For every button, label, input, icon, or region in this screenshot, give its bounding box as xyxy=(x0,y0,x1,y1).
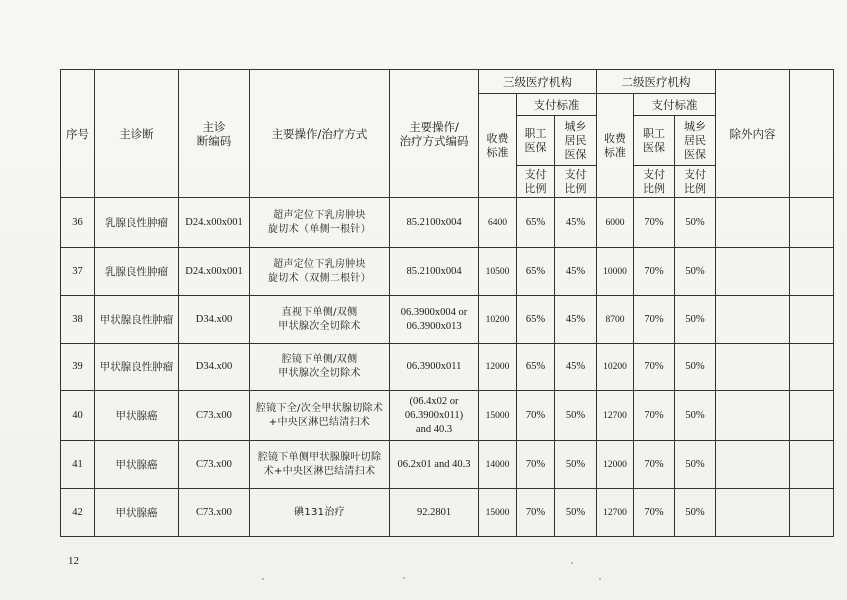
cell-fee-3: 10500 xyxy=(479,248,517,296)
cell-procedure: 超声定位下乳房肿块 旋切术（双侧二根针） xyxy=(250,248,390,296)
scan-speck xyxy=(599,578,601,580)
cell-blank xyxy=(790,391,834,441)
cell-fee-2: 12700 xyxy=(597,489,634,537)
header-exclude: 除外内容 xyxy=(716,70,790,198)
cell-blank xyxy=(790,248,834,296)
cell-seq: 38 xyxy=(61,296,95,344)
cell-blank xyxy=(790,489,834,537)
header-resident-2: 城乡 居民 医保 xyxy=(675,116,716,166)
cell-emp-3: 65% xyxy=(517,198,555,248)
header-procedure: 主要操作/治疗方式 xyxy=(250,70,390,198)
header-ratio-res-3: 支付 比例 xyxy=(555,166,597,198)
cell-diagnosis: 甲状腺良性肿瘤 xyxy=(95,296,179,344)
cell-res-3: 45% xyxy=(555,296,597,344)
cell-procedure: 腔镜下全/次全甲状腺切除术 +中央区淋巴结清扫术 xyxy=(250,391,390,441)
cell-res-3: 50% xyxy=(555,441,597,489)
cell-emp-2: 70% xyxy=(634,198,675,248)
cell-exclude xyxy=(716,441,790,489)
cell-diagnosis: 甲状腺癌 xyxy=(95,489,179,537)
header-diag-code: 主诊 断编码 xyxy=(179,70,250,198)
header-tier2: 二级医疗机构 xyxy=(597,70,716,94)
cell-emp-2: 70% xyxy=(634,296,675,344)
cell-fee-3: 6400 xyxy=(479,198,517,248)
cell-res-2: 50% xyxy=(675,391,716,441)
cell-fee-3: 15000 xyxy=(479,391,517,441)
scan-speck xyxy=(262,578,264,580)
cell-diagnosis: 甲状腺癌 xyxy=(95,391,179,441)
cell-res-2: 50% xyxy=(675,489,716,537)
cell-blank xyxy=(790,441,834,489)
table-row xyxy=(61,198,834,248)
cell-procedure: 腔镜下单侧甲状腺腺叶切除 术+中央区淋巴结清扫术 xyxy=(250,441,390,489)
cell-emp-3: 65% xyxy=(517,248,555,296)
cell-res-3: 45% xyxy=(555,248,597,296)
cell-res-2: 50% xyxy=(675,441,716,489)
cell-diagnosis: 甲状腺癌 xyxy=(95,441,179,489)
page-number: 12 xyxy=(68,555,79,567)
cell-proc-code: 85.2100x004 xyxy=(390,248,479,296)
cell-fee-3: 15000 xyxy=(479,489,517,537)
scan-speck xyxy=(571,562,573,564)
table-row xyxy=(61,441,834,489)
cell-exclude xyxy=(716,391,790,441)
cell-emp-2: 70% xyxy=(634,248,675,296)
cell-fee-2: 12700 xyxy=(597,391,634,441)
cell-seq: 36 xyxy=(61,198,95,248)
cell-fee-2: 10000 xyxy=(597,248,634,296)
cell-emp-3: 65% xyxy=(517,296,555,344)
cell-emp-2: 70% xyxy=(634,489,675,537)
header-pay-std-3: 支付标准 xyxy=(517,94,597,116)
header-pay-std-2: 支付标准 xyxy=(634,94,716,116)
header-row-1 xyxy=(61,70,834,94)
cell-fee-3: 12000 xyxy=(479,344,517,391)
cell-fee-2: 12000 xyxy=(597,441,634,489)
cell-emp-3: 70% xyxy=(517,391,555,441)
cell-proc-code: 06.2x01 and 40.3 xyxy=(390,441,479,489)
cell-emp-3: 65% xyxy=(517,344,555,391)
cell-procedure: 腔镜下单侧/双侧 甲状腺次全切除术 xyxy=(250,344,390,391)
cell-seq: 37 xyxy=(61,248,95,296)
blank-col xyxy=(790,70,834,198)
cell-diag-code: D24.x00x001 xyxy=(179,198,250,248)
cell-proc-code: 92.2801 xyxy=(390,489,479,537)
cell-emp-2: 70% xyxy=(634,344,675,391)
cell-blank xyxy=(790,198,834,248)
cell-res-3: 45% xyxy=(555,344,597,391)
header-resident-3: 城乡 居民 医保 xyxy=(555,116,597,166)
cell-proc-code: (06.4x02 or 06.3900x011) and 40.3 xyxy=(390,391,479,441)
cell-seq: 39 xyxy=(61,344,95,391)
table-row xyxy=(61,248,834,296)
cell-blank xyxy=(790,296,834,344)
table-row xyxy=(61,489,834,537)
cell-emp-3: 70% xyxy=(517,441,555,489)
cell-exclude xyxy=(716,248,790,296)
cell-res-2: 50% xyxy=(675,248,716,296)
header-employee-2: 职工 医保 xyxy=(634,116,675,166)
header-fee-std-2: 收费 标准 xyxy=(597,94,634,198)
cell-seq: 41 xyxy=(61,441,95,489)
header-tier3: 三级医疗机构 xyxy=(479,70,597,94)
cell-diag-code: D24.x00x001 xyxy=(179,248,250,296)
cell-res-2: 50% xyxy=(675,344,716,391)
table-row xyxy=(61,391,834,441)
cell-diag-code: C73.x00 xyxy=(179,441,250,489)
header-proc-code: 主要操作/ 治疗方式编码 xyxy=(390,70,479,198)
cell-proc-code: 85.2100x004 xyxy=(390,198,479,248)
header-diagnosis: 主诊断 xyxy=(95,70,179,198)
header-ratio-emp-3: 支付 比例 xyxy=(517,166,555,198)
cell-emp-2: 70% xyxy=(634,441,675,489)
cell-emp-3: 70% xyxy=(517,489,555,537)
cell-diag-code: C73.x00 xyxy=(179,489,250,537)
cell-res-2: 50% xyxy=(675,296,716,344)
cell-fee-3: 10200 xyxy=(479,296,517,344)
cell-res-3: 50% xyxy=(555,489,597,537)
cell-proc-code: 06.3900x004 or 06.3900x013 xyxy=(390,296,479,344)
cell-procedure: 碘131治疗 xyxy=(250,489,390,537)
cell-blank xyxy=(790,344,834,391)
header-fee-std-3: 收费 标准 xyxy=(479,94,517,198)
cell-emp-2: 70% xyxy=(634,391,675,441)
cell-exclude xyxy=(716,296,790,344)
cell-exclude xyxy=(716,198,790,248)
cell-diagnosis: 乳腺良性肿瘤 xyxy=(95,198,179,248)
header-seq: 序号 xyxy=(61,70,95,198)
cell-fee-2: 8700 xyxy=(597,296,634,344)
cell-exclude xyxy=(716,344,790,391)
cell-diag-code: D34.x00 xyxy=(179,296,250,344)
scan-speck xyxy=(403,577,405,579)
cell-procedure: 超声定位下乳房肿块 旋切术（单侧一根针） xyxy=(250,198,390,248)
payment-standard-table xyxy=(60,69,834,537)
cell-res-2: 50% xyxy=(675,198,716,248)
cell-diag-code: C73.x00 xyxy=(179,391,250,441)
cell-diag-code: D34.x00 xyxy=(179,344,250,391)
cell-exclude xyxy=(716,489,790,537)
table-row xyxy=(61,344,834,391)
cell-procedure: 直视下单侧/双侧 甲状腺次全切除术 xyxy=(250,296,390,344)
table-row xyxy=(61,296,834,344)
header-ratio-res-2: 支付 比例 xyxy=(675,166,716,198)
cell-fee-2: 10200 xyxy=(597,344,634,391)
cell-proc-code: 06.3900x011 xyxy=(390,344,479,391)
cell-diagnosis: 乳腺良性肿瘤 xyxy=(95,248,179,296)
cell-fee-3: 14000 xyxy=(479,441,517,489)
cell-res-3: 45% xyxy=(555,198,597,248)
cell-seq: 42 xyxy=(61,489,95,537)
header-ratio-emp-2: 支付 比例 xyxy=(634,166,675,198)
cell-res-3: 50% xyxy=(555,391,597,441)
header-employee-3: 职工 医保 xyxy=(517,116,555,166)
cell-diagnosis: 甲状腺良性肿瘤 xyxy=(95,344,179,391)
cell-fee-2: 6000 xyxy=(597,198,634,248)
cell-seq: 40 xyxy=(61,391,95,441)
